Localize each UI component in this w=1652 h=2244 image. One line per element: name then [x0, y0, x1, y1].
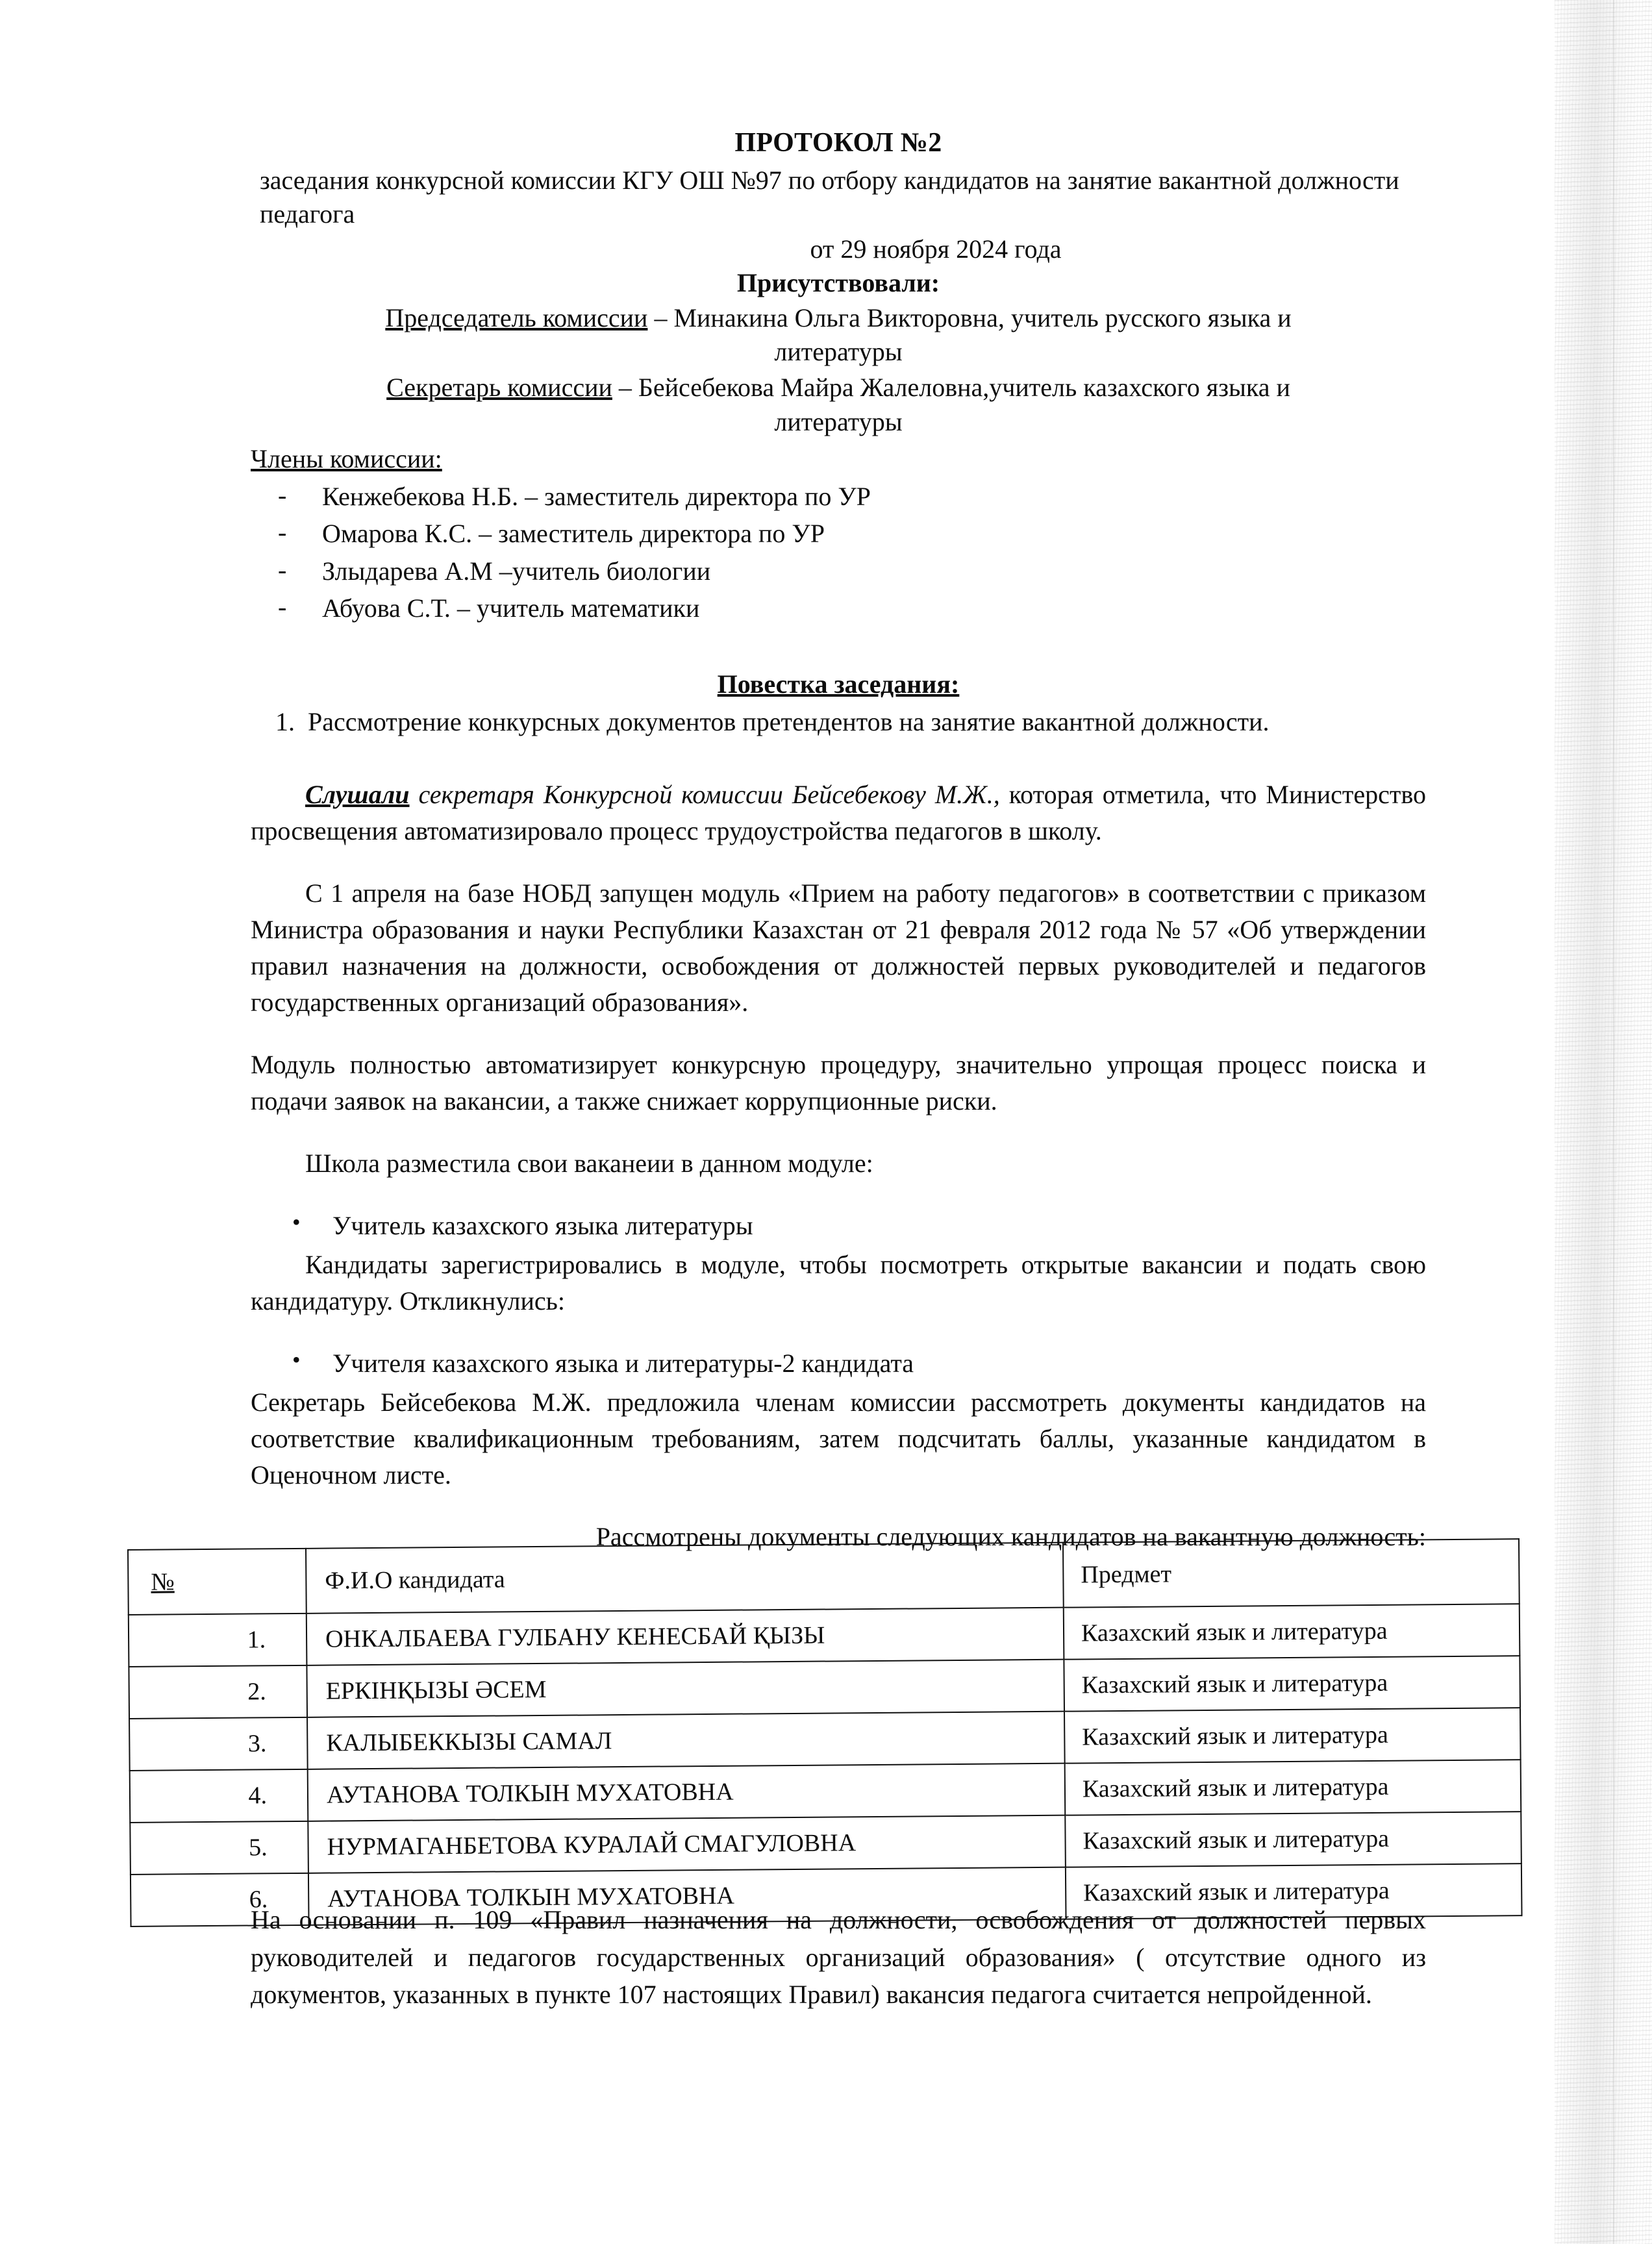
- heard-lead-label: Слушали: [305, 779, 410, 809]
- school-vacancies-paragraph: Школа разместила свои ваканеии в данном модуле:: [305, 1148, 873, 1178]
- cell-subject: Казахский язык и литература: [1064, 1604, 1520, 1660]
- list-item: [251, 478, 1426, 516]
- cell-candidate-name: АУТАНОВА ТОЛКЫН МУХАТОВНА: [308, 1867, 1066, 1925]
- scan-edge-artifact: [1555, 0, 1652, 2244]
- number-sign-glyph: №: [151, 1568, 175, 1596]
- members-heading-wrap: [251, 440, 1426, 477]
- document-date: от 29 ноября 2024 года: [810, 234, 1062, 264]
- scan-edge-line: [1613, 0, 1614, 2244]
- cell-candidate-name: ЕРКІНҚЫЗЫ ӘСЕМ: [307, 1660, 1064, 1717]
- page-title: ПРОТОКОЛ №2: [734, 128, 942, 158]
- cell-subject: Казахский язык и литература: [1064, 1708, 1521, 1764]
- cell-candidate-name: АУТАНОВА ТОЛКЫН МУХАТОВНА: [308, 1764, 1066, 1821]
- table-caption: Рассмотрены документы следующих кандидатов на вакантную должность:: [595, 1521, 1426, 1551]
- document-subtitle: заседания конкурсной комиссии КГУ ОШ №97 по отбору кандидатов на занятие вакантной должности педагога: [260, 165, 1399, 229]
- column-header-name: Ф.И.О кандидата: [306, 1543, 1064, 1614]
- list-item: [251, 553, 1426, 590]
- list-item: [251, 1208, 1426, 1244]
- present-heading: Присутствовали:: [736, 268, 940, 297]
- dash-bullet-icon: -: [278, 480, 287, 510]
- members-heading: Члены комиссии:: [251, 443, 442, 473]
- module-paragraph: С 1 апреля на базе НОБД запущен модуль «Прием на работу педагогов» в соответствии с приказом Министра образования и науки Республики Казахстан от 21 февраля 2012 года № 57 «Об утверждении правил назначения на должности, освобождения от должностей первых руководителей и педагогов государственных организаций образования».: [251, 878, 1426, 1017]
- cell-subject: Казахский язык и литература: [1066, 1864, 1522, 1919]
- secretary-line-continued: литературы: [774, 406, 903, 436]
- column-header-subject: Предмет: [1063, 1539, 1520, 1608]
- document-body: [251, 127, 1426, 1554]
- secretary-label: Секретарь комиссии: [386, 373, 612, 403]
- candidates-table: [127, 1538, 1523, 1927]
- list-item: [251, 590, 1426, 627]
- table-header: [128, 1539, 1520, 1615]
- round-bullet-icon: •: [292, 1208, 301, 1235]
- chairman-label: Председатель комиссии: [385, 303, 648, 332]
- heard-paragraph: [251, 777, 1426, 849]
- member-text: Кенжебекова Н.Б. – заместитель директора по УР: [322, 481, 871, 511]
- module-benefits-paragraph: Модуль полностью автоматизирует конкурсную процедуру, значительно упрощая процесс поиска и подачи заявок на вакансии, а также снижает коррупционные риски.: [251, 1049, 1426, 1116]
- member-text: Злыдарева А.М –учитель биологии: [322, 556, 711, 586]
- candidates-table-wrapper: [127, 1538, 1523, 1927]
- cell-subject: Казахский язык и литература: [1064, 1656, 1520, 1712]
- responders-list: [251, 1345, 1426, 1382]
- chairman-line-continued: литературы: [774, 337, 903, 367]
- table-header-row: [128, 1539, 1520, 1615]
- list-item: [251, 704, 1426, 740]
- agenda-heading-text: Повестка заседания:: [717, 669, 960, 699]
- heard-italic-text: секретаря Конкурсной комиссии Бейсебекову М.Ж.,: [409, 779, 1000, 809]
- cell-candidate-name: КАЛЫБЕККЫЗЫ САМАЛ: [307, 1712, 1065, 1769]
- cell-number: 1.: [129, 1614, 307, 1667]
- cell-number: 4.: [130, 1769, 308, 1823]
- secretary-value: – Бейсебекова Майра Жалеловна,учитель казахского языка и: [612, 373, 1290, 403]
- round-bullet-icon: •: [292, 1346, 301, 1373]
- cell-number: 2.: [129, 1665, 307, 1719]
- cell-candidate-name: НУРМАГАНБЕТОВА КУРАЛАЙ СМАГУЛОВНА: [308, 1815, 1066, 1873]
- candidates-registered-paragraph: Кандидаты зарегистрировались в модуле, чтобы посмотреть открытые вакансии и подать свою кандидатуру. Откликнулись:: [251, 1249, 1426, 1315]
- cell-subject: Казахский язык и литература: [1065, 1812, 1521, 1867]
- cell-number: 5.: [130, 1821, 308, 1875]
- cell-number: 6.: [131, 1873, 309, 1926]
- responder-text: Учителя казахского языка и литературы-2 кандидата: [332, 1348, 914, 1378]
- commission-members-list: [251, 478, 1426, 627]
- closing-paragraph: На основании п. 109 «Правил назначения на должности, освобождения от должностей первых руководителей и педагогов государственных организаций образования» ( отсутствие одного из документов, указанных в пункте 107 настоящих Правил) вакансия педагога считается непройденной.: [251, 1905, 1426, 2010]
- agenda-heading: [251, 667, 1426, 701]
- list-item: [251, 1345, 1426, 1382]
- secretary-line: [251, 371, 1426, 405]
- cell-candidate-name: ОНКАЛБАЕВА ГУЛБАНУ КЕНЕСБАЙ ҚЫЗЫ: [307, 1608, 1064, 1665]
- secretary-proposal-paragraph: Секретарь Бейсебекова М.Ж. предложила членам комиссии рассмотреть документы кандидатов на соответствие квалификационным требованиям, затем подсчитать баллы, указанные кандидатом в Оценочном листе.: [251, 1387, 1426, 1490]
- table-body: [129, 1604, 1522, 1926]
- chairman-line: [251, 301, 1426, 336]
- chairman-value: – Минакина Ольга Викторовна, учитель русского языка и: [647, 303, 1292, 332]
- member-text: Абуова С.Т. – учитель математики: [322, 593, 700, 623]
- dash-bullet-icon: -: [278, 555, 287, 584]
- dash-bullet-icon: -: [278, 517, 287, 547]
- cell-subject: Казахский язык и литература: [1065, 1760, 1521, 1815]
- member-text: Омарова К.С. – заместитель директора по УР: [322, 519, 825, 549]
- vacancies-list: [251, 1208, 1426, 1244]
- agenda-item-number: 1.: [275, 706, 295, 736]
- heard-rest-text: которая отметила, что Министерство просвещения автоматизировало процесс трудоустройства педагогов в школу.: [251, 779, 1426, 845]
- dash-bullet-icon: -: [278, 592, 287, 622]
- agenda-list: [251, 704, 1426, 740]
- cell-number: 3.: [129, 1717, 308, 1771]
- vacancy-text: Учитель казахского языка литературы: [332, 1210, 753, 1240]
- column-header-number: [128, 1549, 307, 1615]
- agenda-item-text: Рассмотрение конкурсных документов претендентов на занятие вакантной должности.: [308, 706, 1270, 736]
- list-item: [251, 515, 1426, 553]
